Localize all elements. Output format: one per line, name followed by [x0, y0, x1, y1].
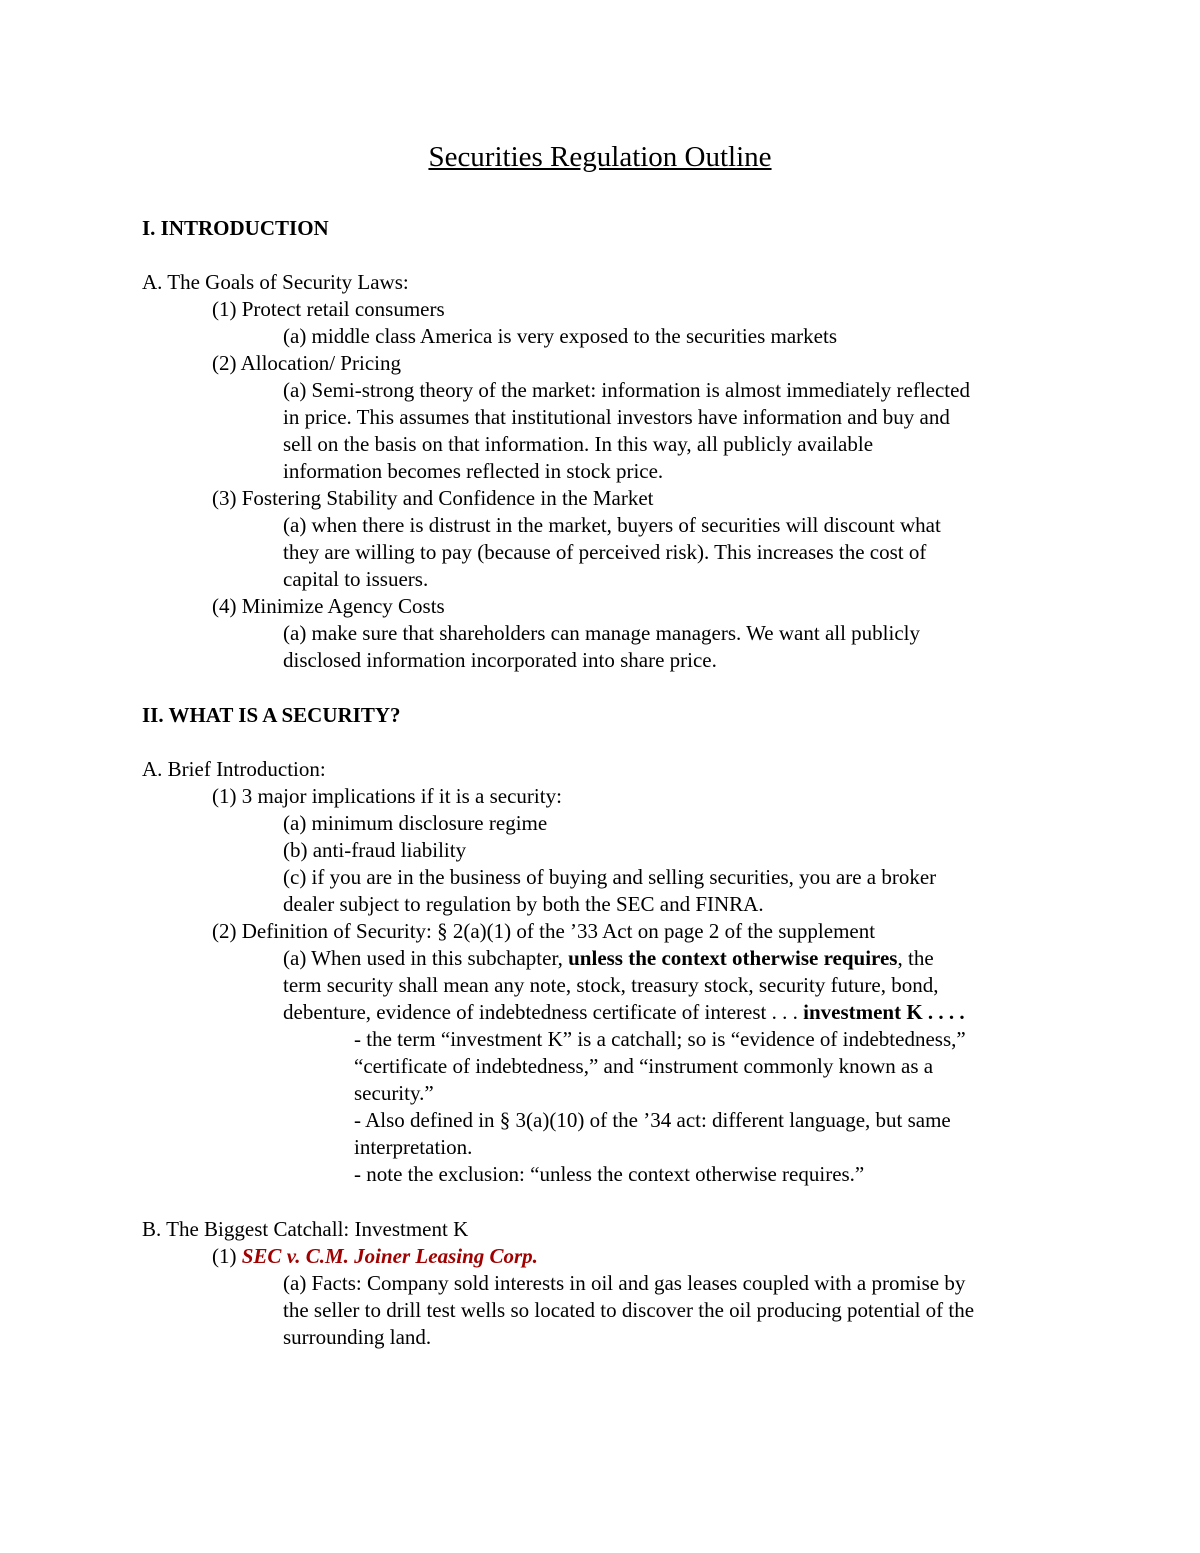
item-major-implications: (1) 3 major implications if it is a security: — [212, 784, 562, 808]
case-line — [212, 1243, 538, 1270]
paragraph-line: they are willing to pay (because of perceived risk). This increases the cost of — [283, 540, 927, 564]
paragraph-line: interpretation. — [354, 1135, 473, 1159]
paragraph-line: sell on the basis on that information. In this way, all publicly available — [283, 432, 874, 456]
paragraph-line: dealer subject to regulation by both the SEC and FINRA. — [283, 892, 764, 916]
subsection-biggest-catchall: B. The Biggest Catchall: Investment K — [142, 1217, 469, 1241]
paragraph-line: “certificate of indebtedness,” and “instrument commonly known as a — [354, 1054, 934, 1078]
paragraph-line: (a) Facts: Company sold interests in oil and gas leases coupled with a promise by — [283, 1271, 966, 1295]
paragraph-line: disclosed information incorporated into share price. — [283, 648, 717, 672]
item-allocation-pricing: (2) Allocation/ Pricing — [212, 351, 401, 375]
subsection-goals: A. The Goals of Security Laws: — [142, 270, 409, 294]
paragraph-line: (a) make sure that shareholders can manage managers. We want all publicly — [283, 621, 921, 645]
section-heading-introduction: I. INTRODUCTION — [142, 216, 329, 240]
definition-line — [283, 999, 965, 1026]
paragraph-line: - Also defined in § 3(a)(10) of the ’34 act: different language, but same — [354, 1108, 951, 1132]
page-title: Securities Regulation Outline — [428, 141, 772, 173]
paragraph-line: in price. This assumes that institutional investors have information and buy and — [283, 405, 950, 429]
paragraph-line: - the term “investment K” is a catchall; so is “evidence of indebtedness,” — [354, 1027, 966, 1051]
item-agency-costs: (4) Minimize Agency Costs — [212, 594, 445, 618]
definition-line — [283, 945, 934, 972]
section-heading-what-is-security: II. WHAT IS A SECURITY? — [142, 703, 401, 727]
definition-emphasis: investment K . . . . — [803, 1000, 965, 1024]
paragraph-line: (a) when there is distrust in the market, buyers of securities will discount what — [283, 513, 941, 537]
paragraph-line: surrounding land. — [283, 1325, 432, 1349]
paragraph-line: capital to issuers. — [283, 567, 429, 591]
definition-text: (a) When used in this subchapter, — [283, 946, 569, 970]
definition-text: , the — [897, 946, 934, 970]
case-number: (1) — [212, 1244, 242, 1268]
subsection-brief-intro: A. Brief Introduction: — [142, 757, 326, 781]
paragraph-line: security.” — [354, 1081, 434, 1105]
case-name: SEC v. C.M. Joiner Leasing Corp. — [241, 1244, 538, 1268]
item-middle-class: (a) middle class America is very exposed to the securities markets — [283, 324, 837, 348]
paragraph-line: (a) Semi-strong theory of the market: information is almost immediately reflected — [283, 378, 970, 402]
paragraph-line: term security shall mean any note, stock, treasury stock, security future, bond, — [283, 973, 939, 997]
item-anti-fraud: (b) anti-fraud liability — [283, 838, 467, 862]
paragraph-line: (c) if you are in the business of buying and selling securities, you are a broker — [283, 865, 937, 889]
definition-emphasis: unless the context otherwise requires — [568, 946, 898, 970]
item-disclosure-regime: (a) minimum disclosure regime — [283, 811, 548, 835]
item-definition-of-security: (2) Definition of Security: § 2(a)(1) of the ’33 Act on page 2 of the supplement — [212, 919, 876, 943]
paragraph-line: information becomes reflected in stock price. — [283, 459, 664, 483]
definition-text: debenture, evidence of indebtedness certificate of interest . . . — [283, 1000, 804, 1024]
item-fostering-stability: (3) Fostering Stability and Confidence in the Market — [212, 486, 654, 510]
paragraph-line: the seller to drill test wells so located to discover the oil producing potential of the — [283, 1298, 975, 1322]
paragraph-line: - note the exclusion: “unless the context otherwise requires.” — [354, 1162, 865, 1186]
item-protect-retail: (1) Protect retail consumers — [212, 297, 445, 321]
